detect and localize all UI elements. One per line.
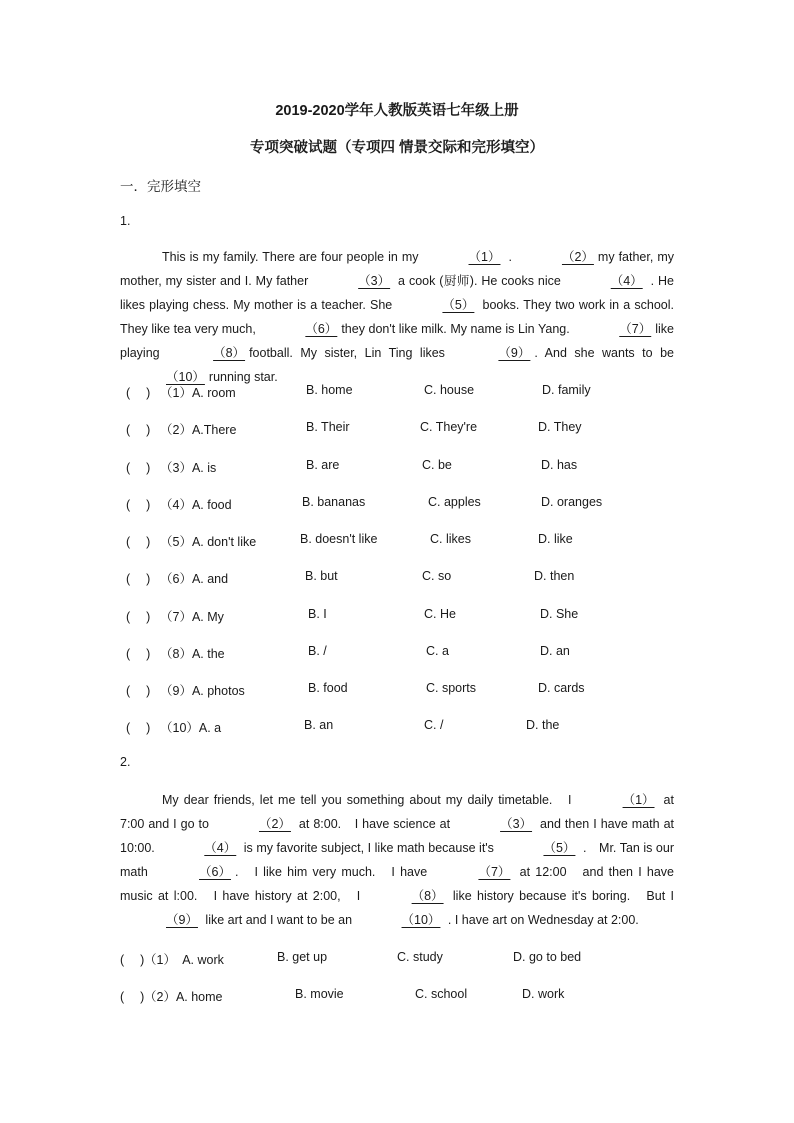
option-row: ( ) （10）A. a B. an C. / D. the	[126, 718, 560, 735]
blank: （8）	[411, 889, 444, 903]
option-row: ( ) （2）A.There B. Their C. They're D. They	[126, 420, 582, 437]
blank: （6）	[305, 322, 338, 336]
section-heading: 一．完形填空	[120, 179, 201, 194]
option-row: ( ) （4）A. food B. bananas C. apples D. oranges	[126, 495, 603, 512]
blank: （7）	[619, 322, 652, 336]
option-row: ( ) （1）A. room B. home C. house D. family	[126, 383, 591, 400]
blank: （4）	[204, 841, 237, 855]
blank: （4）	[610, 274, 643, 288]
option-row: ( ) （8）A. the B. / C. a D. an	[126, 644, 570, 661]
option-row: ( ) （7）A. My B. I C. He D. She	[126, 607, 579, 624]
blank: （3）	[358, 274, 391, 288]
blank: （5）	[543, 841, 576, 855]
question-number-2: 2.	[120, 755, 131, 769]
blank: （10）	[401, 913, 441, 927]
blank: （7）	[478, 865, 511, 879]
blank: （2）	[258, 817, 291, 831]
passage-2: My dear friends, let me tell you something about my daily timetable. I （1） at 7:00 and I go to （2） at 8:00. I have science at （3） and then I have math at 10:00. （4） is my favorite subject, I like math because it's （5） . Mr. Tan is our math （6） . I like him very much. I have （7） at 12:00 and then I have music at l:00. I have history at 2:00, I （8） like history because it's boring. But I （9） like art and I want to be an （10） . I have art on Wednesday at 2:00.	[120, 788, 674, 932]
question-number-1: 1.	[120, 214, 131, 228]
document-subtitle: 专项突破试题（专项四 情景交际和完形填空）	[249, 140, 545, 156]
passage-1: This is my family. There are four people in my （1） . （2） my father, my mother, my sister and I. My father （3） a cook (厨师). He cooks nice （4） . He likes playing chess. My mother is a teacher. She （5） books. They two work in a school. They like tea very much, （6） they don't like milk. My name is Lin Yang. （7） like playing （8） football. My sister, Lin Ting likes （9） . And she wants to be （10） running star.	[120, 245, 674, 389]
blank: （10）	[166, 370, 205, 384]
option-row: ( ) （6）A. and B. but C. so D. then	[126, 569, 575, 586]
option-row: ( ) （9）A. photos B. food C. sports D. cards	[126, 681, 585, 698]
blank: （9）	[498, 346, 531, 360]
option-row: ( ) （1） A. work B. get up C. study D. go to bed	[120, 950, 582, 967]
blank: （3）	[500, 817, 533, 831]
option-row: ( ) （2）A. home B. movie C. school D. work	[120, 987, 565, 1004]
blank: （8）	[213, 346, 246, 360]
option-row: ( ) （3）A. is B. are C. be D. has	[126, 458, 578, 475]
document-title: 2019-2020学年人教版英语七年级上册	[275, 103, 519, 119]
blank: （9）	[166, 913, 198, 927]
option-row: ( ) （5）A. don't like B. doesn't like C. likes D. like	[126, 532, 573, 549]
blank: （1）	[622, 793, 655, 807]
blank: （2）	[561, 250, 594, 264]
blank: （5）	[442, 298, 475, 312]
blank: （1）	[468, 250, 501, 264]
blank: （6）	[199, 865, 231, 879]
